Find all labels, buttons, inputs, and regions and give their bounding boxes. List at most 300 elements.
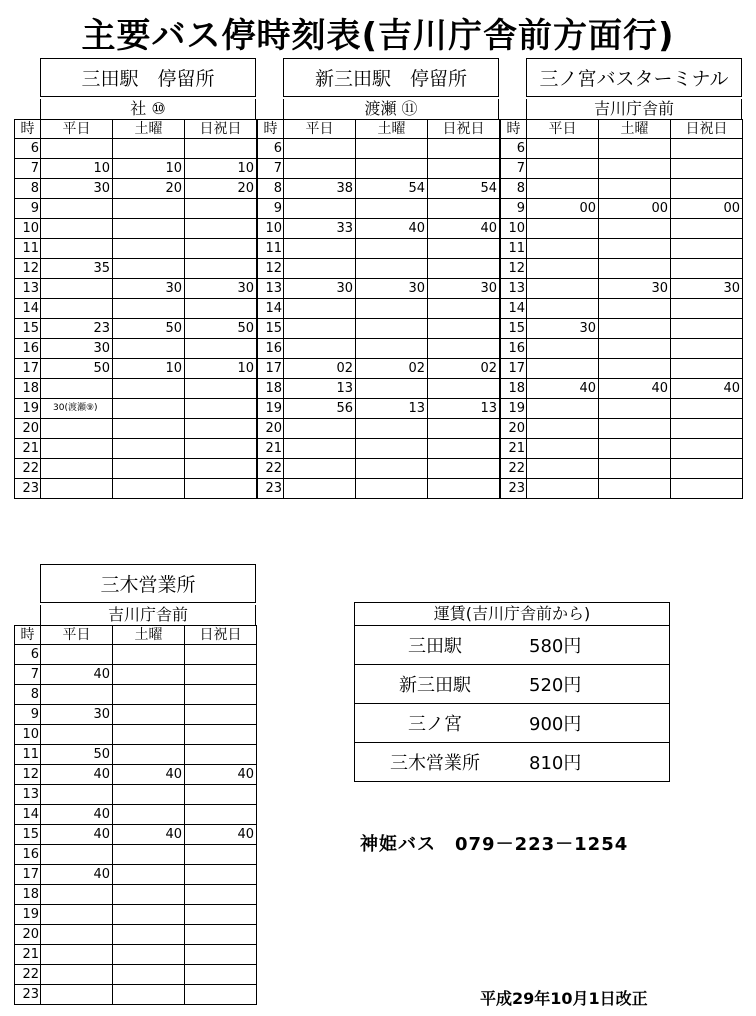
header-row bbox=[15, 120, 257, 139]
minute-cell: 10 bbox=[41, 159, 113, 179]
minute-cell bbox=[527, 339, 599, 359]
minute-cell: 40 bbox=[41, 865, 113, 885]
header-row bbox=[258, 120, 500, 139]
minute-cell bbox=[185, 379, 257, 399]
table-row bbox=[501, 159, 743, 179]
hour-cell: 20 bbox=[501, 419, 527, 439]
minute-cell: 20 bbox=[185, 179, 257, 199]
minute-cell: 30 bbox=[284, 279, 356, 299]
minute-cell bbox=[113, 845, 185, 865]
fare-destination: 新三田駅 bbox=[399, 675, 471, 696]
minute-cell bbox=[41, 279, 113, 299]
hour-cell: 13 bbox=[15, 785, 41, 805]
hour-cell: 12 bbox=[15, 259, 41, 279]
minute-cell: 30 bbox=[356, 279, 428, 299]
hour-cell: 22 bbox=[501, 459, 527, 479]
col-header-weekday: 平日 bbox=[527, 120, 599, 139]
minute-cell bbox=[113, 885, 185, 905]
minute-cell bbox=[599, 299, 671, 319]
minute-cell bbox=[113, 705, 185, 725]
hour-cell: 6 bbox=[258, 139, 284, 159]
minute-cell bbox=[527, 179, 599, 199]
hour-cell: 17 bbox=[501, 359, 527, 379]
minute-cell bbox=[41, 945, 113, 965]
minute-cell bbox=[356, 319, 428, 339]
hour-cell: 21 bbox=[501, 439, 527, 459]
hour-cell: 13 bbox=[258, 279, 284, 299]
minute-cell: 30 bbox=[113, 279, 185, 299]
minute-cell bbox=[356, 439, 428, 459]
minute-cell bbox=[185, 219, 257, 239]
minute-cell bbox=[185, 905, 257, 925]
table-row bbox=[501, 399, 743, 419]
table-row bbox=[15, 885, 257, 905]
table-row bbox=[15, 845, 257, 865]
col-header-weekday: 平日 bbox=[41, 120, 113, 139]
minute-cell bbox=[599, 359, 671, 379]
minute-cell bbox=[113, 785, 185, 805]
table-row bbox=[501, 139, 743, 159]
timetable-sanda bbox=[14, 119, 257, 499]
table-row bbox=[258, 239, 500, 259]
fare-row bbox=[355, 743, 669, 781]
hour-cell: 18 bbox=[15, 885, 41, 905]
table-row bbox=[15, 299, 257, 319]
minute-cell bbox=[527, 259, 599, 279]
minute-cell bbox=[284, 299, 356, 319]
table-row bbox=[15, 359, 257, 379]
fare-price: 580円 bbox=[529, 636, 582, 657]
table-row bbox=[258, 139, 500, 159]
hour-cell: 8 bbox=[258, 179, 284, 199]
minute-cell bbox=[41, 925, 113, 945]
minute-cell bbox=[185, 725, 257, 745]
minute-cell bbox=[527, 139, 599, 159]
minute-cell bbox=[41, 685, 113, 705]
minute-cell bbox=[113, 725, 185, 745]
table-row bbox=[15, 279, 257, 299]
table-row bbox=[15, 419, 257, 439]
minute-cell bbox=[671, 479, 743, 499]
minute-cell bbox=[41, 459, 113, 479]
hour-cell: 12 bbox=[501, 259, 527, 279]
minute-cell bbox=[671, 399, 743, 419]
hour-cell: 9 bbox=[15, 705, 41, 725]
fare-row bbox=[355, 704, 669, 743]
table-row bbox=[15, 805, 257, 825]
minute-cell bbox=[185, 239, 257, 259]
table-row bbox=[15, 319, 257, 339]
minute-cell: 40 bbox=[527, 379, 599, 399]
fare-destination: 三田駅 bbox=[408, 636, 462, 657]
minute-cell bbox=[284, 339, 356, 359]
table-row bbox=[15, 439, 257, 459]
hour-cell: 21 bbox=[258, 439, 284, 459]
table-row bbox=[15, 479, 257, 499]
minute-cell bbox=[113, 419, 185, 439]
table-row bbox=[15, 459, 257, 479]
revision-date: 平成29年10月1日改正 bbox=[480, 989, 648, 1008]
minute-cell bbox=[185, 419, 257, 439]
minute-cell bbox=[599, 219, 671, 239]
hour-cell: 22 bbox=[258, 459, 284, 479]
minute-cell bbox=[599, 239, 671, 259]
table-row bbox=[501, 479, 743, 499]
timetable-miki bbox=[14, 625, 257, 1005]
fare-destination: 三木営業所 bbox=[390, 753, 480, 774]
hour-cell: 19 bbox=[258, 399, 284, 419]
minute-cell bbox=[185, 339, 257, 359]
col-header-weekday: 平日 bbox=[41, 626, 113, 645]
col-header-holiday: 日祝日 bbox=[185, 120, 257, 139]
minute-cell bbox=[113, 985, 185, 1005]
hour-cell: 17 bbox=[15, 865, 41, 885]
hour-cell: 18 bbox=[258, 379, 284, 399]
table-row bbox=[258, 419, 500, 439]
platform-label: 吉川庁舎前 bbox=[526, 99, 742, 119]
hour-cell: 19 bbox=[15, 399, 41, 419]
minute-cell: 02 bbox=[356, 359, 428, 379]
minute-cell: 50 bbox=[113, 319, 185, 339]
hour-cell: 8 bbox=[501, 179, 527, 199]
minute-cell bbox=[527, 419, 599, 439]
minute-cell bbox=[113, 299, 185, 319]
minute-cell bbox=[113, 805, 185, 825]
minute-cell bbox=[185, 459, 257, 479]
table-row bbox=[258, 159, 500, 179]
hour-cell: 16 bbox=[258, 339, 284, 359]
header-row bbox=[501, 120, 743, 139]
minute-cell bbox=[599, 259, 671, 279]
minute-cell bbox=[41, 885, 113, 905]
minute-cell bbox=[41, 299, 113, 319]
minute-cell bbox=[41, 845, 113, 865]
minute-cell bbox=[41, 239, 113, 259]
minute-cell bbox=[113, 219, 185, 239]
fare-price: 520円 bbox=[529, 675, 582, 696]
hour-cell: 20 bbox=[258, 419, 284, 439]
minute-cell: 30 bbox=[527, 319, 599, 339]
minute-cell bbox=[428, 439, 500, 459]
fare-price: 900円 bbox=[529, 714, 582, 735]
minute-cell: 40 bbox=[185, 765, 257, 785]
minute-cell bbox=[428, 479, 500, 499]
minute-cell: 02 bbox=[428, 359, 500, 379]
hour-cell: 13 bbox=[15, 279, 41, 299]
table-row bbox=[258, 259, 500, 279]
minute-cell bbox=[428, 339, 500, 359]
minute-cell: 30(渡瀬⑨) bbox=[41, 399, 113, 419]
hour-cell: 23 bbox=[15, 479, 41, 499]
hour-cell: 23 bbox=[15, 985, 41, 1005]
table-row bbox=[15, 785, 257, 805]
table-row bbox=[15, 685, 257, 705]
table-row bbox=[15, 159, 257, 179]
table-row bbox=[258, 199, 500, 219]
col-header-weekday: 平日 bbox=[284, 120, 356, 139]
minute-cell bbox=[41, 645, 113, 665]
fare-destination: 三ノ宮 bbox=[408, 714, 462, 735]
minute-cell bbox=[113, 645, 185, 665]
minute-cell bbox=[428, 459, 500, 479]
table-row bbox=[258, 279, 500, 299]
hour-cell: 14 bbox=[15, 805, 41, 825]
minute-cell bbox=[185, 885, 257, 905]
page-title: 主要バス停時刻表(吉川庁舎前方面行) bbox=[81, 16, 675, 56]
minute-cell bbox=[113, 339, 185, 359]
hour-cell: 10 bbox=[258, 219, 284, 239]
table-row bbox=[501, 259, 743, 279]
hour-cell: 20 bbox=[15, 419, 41, 439]
minute-cell bbox=[41, 965, 113, 985]
col-header-holiday: 日祝日 bbox=[671, 120, 743, 139]
hour-cell: 19 bbox=[501, 399, 527, 419]
fare-price: 810円 bbox=[529, 753, 582, 774]
hour-cell: 15 bbox=[15, 319, 41, 339]
stop-name-box bbox=[40, 58, 256, 97]
table-row bbox=[258, 439, 500, 459]
minute-cell: 33 bbox=[284, 219, 356, 239]
table-row bbox=[15, 965, 257, 985]
minute-cell bbox=[113, 745, 185, 765]
hour-cell: 16 bbox=[15, 845, 41, 865]
table-row bbox=[501, 319, 743, 339]
minute-cell bbox=[113, 665, 185, 685]
minute-cell: 35 bbox=[41, 259, 113, 279]
col-header-holiday: 日祝日 bbox=[185, 626, 257, 645]
stop-name-box bbox=[40, 564, 256, 603]
minute-cell bbox=[41, 785, 113, 805]
minute-cell bbox=[113, 139, 185, 159]
hour-cell: 8 bbox=[15, 685, 41, 705]
table-row bbox=[258, 459, 500, 479]
minute-cell bbox=[185, 399, 257, 419]
minute-cell bbox=[671, 179, 743, 199]
minute-cell bbox=[41, 419, 113, 439]
minute-cell bbox=[284, 419, 356, 439]
platform-label: 吉川庁舎前 bbox=[40, 605, 256, 625]
minute-cell bbox=[185, 745, 257, 765]
table-row bbox=[501, 179, 743, 199]
minute-cell: 40 bbox=[671, 379, 743, 399]
minute-cell bbox=[671, 439, 743, 459]
table-row bbox=[15, 199, 257, 219]
minute-cell bbox=[671, 299, 743, 319]
stop-name: 新三田駅 停留所 bbox=[314, 68, 467, 90]
minute-cell bbox=[356, 259, 428, 279]
minute-cell: 40 bbox=[599, 379, 671, 399]
minute-cell bbox=[599, 399, 671, 419]
minute-cell bbox=[356, 239, 428, 259]
hour-cell: 7 bbox=[258, 159, 284, 179]
table-row bbox=[501, 299, 743, 319]
minute-cell bbox=[671, 419, 743, 439]
minute-cell bbox=[113, 239, 185, 259]
hour-cell: 21 bbox=[15, 945, 41, 965]
minute-cell: 40 bbox=[41, 805, 113, 825]
minute-cell bbox=[113, 199, 185, 219]
col-header-holiday: 日祝日 bbox=[428, 120, 500, 139]
hour-cell: 17 bbox=[15, 359, 41, 379]
table-row bbox=[15, 705, 257, 725]
minute-cell bbox=[113, 685, 185, 705]
minute-cell bbox=[428, 139, 500, 159]
minute-cell bbox=[185, 199, 257, 219]
table-row bbox=[258, 339, 500, 359]
minute-cell bbox=[185, 665, 257, 685]
hour-cell: 10 bbox=[15, 725, 41, 745]
minute-cell bbox=[41, 985, 113, 1005]
timetable-shin-sanda bbox=[257, 119, 500, 499]
fare-row bbox=[355, 626, 669, 665]
hour-cell: 15 bbox=[258, 319, 284, 339]
minute-cell bbox=[356, 199, 428, 219]
minute-cell bbox=[356, 459, 428, 479]
minute-cell: 10 bbox=[185, 359, 257, 379]
minute-cell: 30 bbox=[428, 279, 500, 299]
hour-cell: 6 bbox=[15, 139, 41, 159]
table-row bbox=[15, 259, 257, 279]
table-row bbox=[258, 179, 500, 199]
minute-cell: 40 bbox=[41, 665, 113, 685]
hour-cell: 15 bbox=[15, 825, 41, 845]
minute-cell: 54 bbox=[428, 179, 500, 199]
minute-cell: 50 bbox=[185, 319, 257, 339]
minute-cell bbox=[284, 139, 356, 159]
minute-cell bbox=[113, 479, 185, 499]
table-row bbox=[258, 319, 500, 339]
hour-cell: 11 bbox=[501, 239, 527, 259]
minute-cell bbox=[185, 299, 257, 319]
hour-cell: 16 bbox=[15, 339, 41, 359]
minute-cell bbox=[41, 139, 113, 159]
table-row bbox=[15, 985, 257, 1005]
table-row bbox=[15, 139, 257, 159]
hour-cell: 11 bbox=[15, 745, 41, 765]
table-row bbox=[258, 399, 500, 419]
hour-cell: 9 bbox=[15, 199, 41, 219]
stop-name: 三ノ宮バスターミナル bbox=[539, 68, 729, 90]
minute-cell bbox=[185, 945, 257, 965]
minute-cell bbox=[428, 419, 500, 439]
minute-cell bbox=[41, 479, 113, 499]
hour-cell: 12 bbox=[15, 765, 41, 785]
table-row bbox=[15, 219, 257, 239]
minute-cell: 40 bbox=[113, 765, 185, 785]
minute-cell bbox=[113, 459, 185, 479]
minute-cell bbox=[113, 399, 185, 419]
col-header-hour: 時 bbox=[258, 120, 284, 139]
table-row bbox=[15, 825, 257, 845]
minute-cell bbox=[356, 299, 428, 319]
hour-cell: 18 bbox=[15, 379, 41, 399]
minute-cell: 10 bbox=[185, 159, 257, 179]
table-row bbox=[258, 219, 500, 239]
minute-cell: 20 bbox=[113, 179, 185, 199]
minute-cell bbox=[428, 259, 500, 279]
table-row bbox=[258, 379, 500, 399]
minute-cell: 50 bbox=[41, 359, 113, 379]
hour-cell: 11 bbox=[15, 239, 41, 259]
minute-cell: 40 bbox=[356, 219, 428, 239]
table-row bbox=[501, 219, 743, 239]
table-row bbox=[15, 765, 257, 785]
hour-cell: 22 bbox=[15, 459, 41, 479]
minute-cell bbox=[284, 319, 356, 339]
hour-cell: 12 bbox=[258, 259, 284, 279]
minute-cell bbox=[356, 419, 428, 439]
minute-cell bbox=[671, 219, 743, 239]
hour-cell: 8 bbox=[15, 179, 41, 199]
minute-cell bbox=[527, 239, 599, 259]
hour-cell: 15 bbox=[501, 319, 527, 339]
hour-cell: 18 bbox=[501, 379, 527, 399]
minute-cell bbox=[185, 985, 257, 1005]
hour-cell: 9 bbox=[258, 199, 284, 219]
minute-cell bbox=[671, 259, 743, 279]
hour-cell: 6 bbox=[15, 645, 41, 665]
minute-cell bbox=[41, 199, 113, 219]
minute-cell bbox=[113, 379, 185, 399]
hour-cell: 7 bbox=[15, 159, 41, 179]
minute-cell: 40 bbox=[41, 825, 113, 845]
minute-cell bbox=[428, 319, 500, 339]
minute-cell bbox=[527, 219, 599, 239]
minute-cell bbox=[527, 359, 599, 379]
minute-cell bbox=[41, 439, 113, 459]
minute-cell bbox=[185, 805, 257, 825]
minute-cell bbox=[284, 239, 356, 259]
minute-cell bbox=[113, 905, 185, 925]
minute-cell bbox=[599, 159, 671, 179]
table-row bbox=[15, 645, 257, 665]
hour-cell: 13 bbox=[501, 279, 527, 299]
stop-name: 三木営業所 bbox=[100, 574, 196, 596]
col-header-hour: 時 bbox=[501, 120, 527, 139]
table-row bbox=[15, 945, 257, 965]
minute-cell bbox=[527, 299, 599, 319]
minute-cell bbox=[599, 439, 671, 459]
col-header-saturday: 土曜 bbox=[599, 120, 671, 139]
minute-cell: 50 bbox=[41, 745, 113, 765]
minute-cell: 23 bbox=[41, 319, 113, 339]
minute-cell bbox=[185, 865, 257, 885]
table-row bbox=[501, 199, 743, 219]
table-row bbox=[15, 379, 257, 399]
table-row bbox=[501, 379, 743, 399]
timetable-sannomiya bbox=[500, 119, 743, 499]
minute-cell bbox=[527, 279, 599, 299]
table-row bbox=[15, 339, 257, 359]
hour-cell: 20 bbox=[15, 925, 41, 945]
minute-cell bbox=[599, 419, 671, 439]
minute-cell bbox=[428, 239, 500, 259]
minute-cell: 30 bbox=[41, 339, 113, 359]
minute-cell bbox=[41, 219, 113, 239]
minute-cell: 00 bbox=[527, 199, 599, 219]
header-row bbox=[15, 626, 257, 645]
minute-cell bbox=[599, 139, 671, 159]
hour-cell: 14 bbox=[501, 299, 527, 319]
minute-cell: 10 bbox=[113, 159, 185, 179]
hour-cell: 22 bbox=[15, 965, 41, 985]
stop-name-box bbox=[526, 58, 742, 97]
minute-cell bbox=[527, 159, 599, 179]
minute-cell bbox=[356, 479, 428, 499]
minute-cell bbox=[599, 339, 671, 359]
minute-cell bbox=[671, 239, 743, 259]
minute-cell: 13 bbox=[428, 399, 500, 419]
